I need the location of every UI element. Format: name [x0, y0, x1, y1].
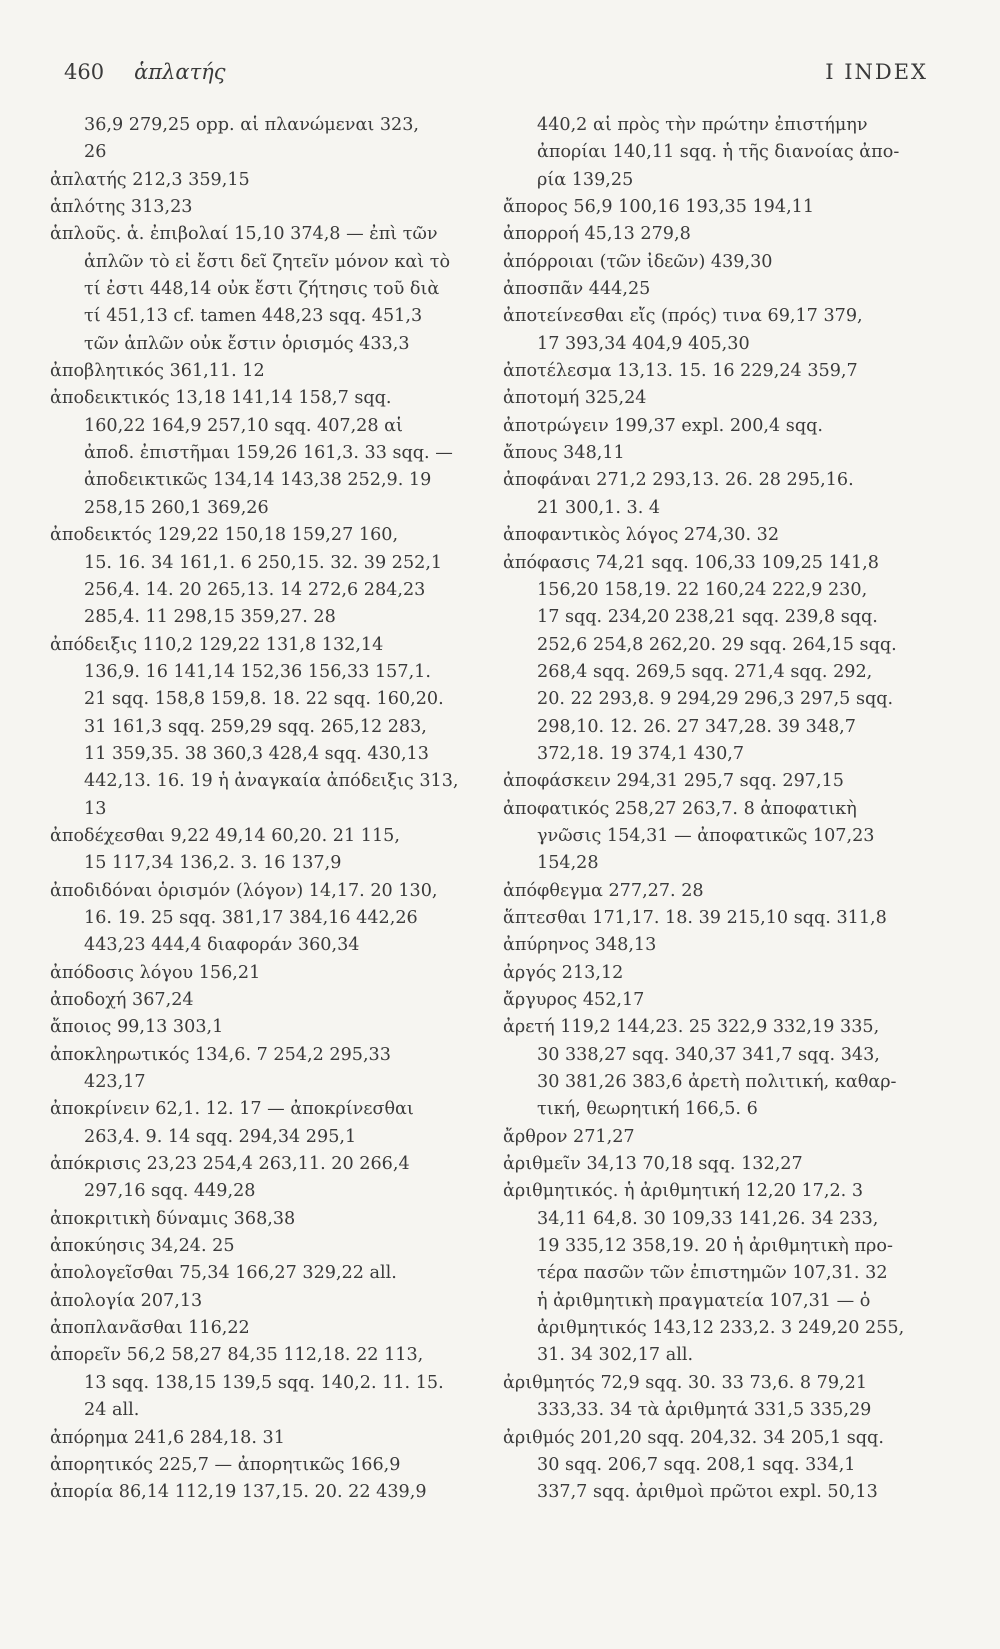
index-entry: ἀποπλανᾶσθαι 116,22: [50, 1318, 250, 1339]
index-entry-continuation: 13 sqq. 138,15 139,5 sqq. 140,2. 11. 15.: [84, 1372, 444, 1393]
index-entry: ἀπορεῖν 56,2 58,27 84,35 112,18. 22 113,: [50, 1345, 424, 1366]
page-header: [64, 60, 928, 96]
index-entry-continuation: 252,6 254,8 262,20. 29 sqq. 264,15 sqq.: [537, 634, 897, 655]
index-entry: ἀπόρροιαι (τῶν ἰδεῶν) 439,30: [503, 251, 773, 272]
left-index-column: [50, 112, 470, 1507]
index-entry-continuation: 268,4 sqq. 269,5 sqq. 271,4 sqq. 292,: [537, 661, 873, 682]
index-entry: ἀπορροή 45,13 279,8: [503, 224, 691, 245]
index-entry-continuation: 20. 22 293,8. 9 294,29 296,3 297,5 sqq.: [537, 689, 894, 710]
index-entry-continuation: 30 381,26 383,6 ἀρετὴ πολιτική, καθαρ-: [537, 1072, 897, 1093]
section-title: I INDEX: [825, 60, 928, 84]
index-entry: ἀποφατικός 258,27 263,7. 8 ἀποφατικὴ: [503, 798, 857, 819]
index-entry-continuation: 258,15 260,1 369,26: [84, 497, 269, 518]
index-entry-continuation: γνῶσις 154,31 — ἀποφατικῶς 107,23: [537, 825, 875, 846]
index-entry-continuation: τική, θεωρητική 166,5. 6: [537, 1099, 758, 1120]
index-entry: ἀποβλητικός 361,11. 12: [50, 361, 265, 382]
index-entry-continuation: ἀριθμητικός 143,12 233,2. 3 249,20 255,: [537, 1318, 905, 1339]
index-entry: ἀριθμός 201,20 sqq. 204,32. 34 205,1 sqq.: [503, 1427, 884, 1448]
index-entry-continuation: 16. 19. 25 sqq. 381,17 384,16 442,26: [84, 907, 418, 928]
index-entry: ἀπόδειξις 110,2 129,22 131,8 132,14: [50, 634, 384, 655]
index-entry-continuation: τί ἐστι 448,14 οὐκ ἔστι ζήτησις τοῦ διὰ: [84, 279, 440, 300]
index-entry-continuation: 34,11 64,8. 30 109,33 141,26. 34 233,: [537, 1208, 879, 1229]
page-number: 460: [64, 60, 105, 84]
index-entry: ἄπορος 56,9 100,16 193,35 194,11: [503, 197, 815, 218]
index-entry: ἀπολογία 207,13: [50, 1290, 203, 1311]
index-entry: ἀποδεικτικός 13,18 141,14 158,7 sqq.: [50, 388, 392, 409]
index-entry-continuation: 15 117,34 136,2. 3. 16 137,9: [84, 853, 342, 874]
index-entry: ἀποδιδόναι ὁρισμόν (λόγον) 14,17. 20 130,: [50, 880, 438, 901]
index-entry: ἀπόφθεγμα 277,27. 28: [503, 880, 704, 901]
index-entry: ἀπόφασις 74,21 sqq. 106,33 109,25 141,8: [503, 552, 879, 573]
index-entry: ἀπλατής 212,3 359,15: [50, 169, 250, 190]
index-entry-continuation: 256,4. 14. 20 265,13. 14 272,6 284,23: [84, 579, 426, 600]
index-entry: ἀπόδοσις λόγου 156,21: [50, 962, 261, 983]
right-index-column: [503, 112, 931, 1507]
index-entry: ἅπτεσθαι 171,17. 18. 39 215,10 sqq. 311,8: [503, 907, 887, 928]
index-entry-continuation: 160,22 164,9 257,10 sqq. 407,28 αἱ: [84, 415, 403, 436]
index-entry-continuation: 154,28: [537, 853, 599, 874]
index-entry: ἀποφάναι 271,2 293,13. 26. 28 295,16.: [503, 470, 854, 491]
index-entry-continuation: 31. 34 302,17 all.: [537, 1345, 694, 1366]
index-entry: ἀργός 213,12: [503, 962, 624, 983]
index-entry: ἀποτρώγειν 199,37 expl. 200,4 sqq.: [503, 415, 823, 436]
index-entry-continuation: ἀπορίαι 140,11 sqq. ἡ τῆς διανοίας ἀπο-: [537, 142, 900, 163]
index-entry: ἀποφαντικὸς λόγος 274,30. 32: [503, 525, 780, 546]
index-entry-continuation: 26: [84, 142, 107, 163]
index-entry-continuation: 30 sqq. 206,7 sqq. 208,1 sqq. 334,1: [537, 1454, 856, 1475]
index-entry: ἀπόρημα 241,6 284,18. 31: [50, 1427, 285, 1448]
index-entry: ἀποκρίνειν 62,1. 12. 17 — ἀποκρίνεσθαι: [50, 1099, 414, 1120]
index-entry-continuation: 333,33. 34 τὰ ἀριθμητά 331,5 335,29: [537, 1400, 872, 1421]
index-entry: ἀποφάσκειν 294,31 295,7 sqq. 297,15: [503, 771, 844, 792]
index-entry-continuation: 11 359,35. 38 360,3 428,4 sqq. 430,13: [84, 743, 429, 764]
index-entry-continuation: 13: [84, 798, 107, 819]
index-entry-continuation: 19 335,12 358,19. 20 ἡ ἀριθμητικὴ προ-: [537, 1236, 893, 1257]
index-entry: ἄπους 348,11: [503, 443, 625, 464]
index-entry: ἀποκληρωτικός 134,6. 7 254,2 295,33: [50, 1044, 391, 1065]
index-entry-continuation: 372,18. 19 374,1 430,7: [537, 743, 745, 764]
index-entry-continuation: 24 all.: [84, 1400, 140, 1421]
index-entry: ἀποτομή 325,24: [503, 388, 647, 409]
index-entry-continuation: 17 393,34 404,9 405,30: [537, 333, 750, 354]
index-entry-continuation: 156,20 158,19. 22 160,24 222,9 230,: [537, 579, 868, 600]
index-entry-continuation: 442,13. 16. 19 ἡ ἀναγκαία ἀπόδειξις 313,: [84, 771, 459, 792]
index-entry-continuation: 297,16 sqq. 449,28: [84, 1181, 256, 1202]
index-entry: ἄποιος 99,13 303,1: [50, 1017, 224, 1038]
index-entry-continuation: ἁπλῶν τὸ εἰ ἔστι δεῖ ζητεῖν μόνον καὶ τὸ: [84, 251, 451, 272]
index-entry-continuation: τῶν ἁπλῶν οὐκ ἔστιν ὁρισμός 433,3: [84, 333, 410, 354]
index-entry-continuation: 21 sqq. 158,8 159,8. 18. 22 sqq. 160,20.: [84, 689, 444, 710]
index-entry-continuation: 31 161,3 sqq. 259,29 sqq. 265,12 283,: [84, 716, 427, 737]
index-entry-continuation: 36,9 279,25 opp. αἱ πλανώμεναι 323,: [84, 115, 420, 135]
index-entry-continuation: 337,7 sqq. ἀριθμοὶ πρῶτοι expl. 50,13: [537, 1482, 878, 1503]
index-entry: ἀριθμητός 72,9 sqq. 30. 33 73,6. 8 79,21: [503, 1372, 868, 1393]
index-entry-continuation: ρία 139,25: [537, 169, 634, 190]
index-entry: ἁπλοῦς. ἁ. ἐπιβολαί 15,10 374,8 — ἐπὶ τῶν: [50, 224, 438, 245]
index-entry: ἀπολογεῖσθαι 75,34 166,27 329,22 all.: [50, 1263, 397, 1284]
running-headword: ἁπλατής: [134, 60, 226, 84]
index-entry-continuation: ἡ ἀριθμητικὴ πραγματεία 107,31 — ὁ: [537, 1290, 871, 1311]
index-entry-continuation: 443,23 444,4 διαφοράν 360,34: [84, 935, 360, 956]
index-entry-continuation: 136,9. 16 141,14 152,36 156,33 157,1.: [84, 661, 431, 682]
index-entry: ἀρετή 119,2 144,23. 25 322,9 332,19 335,: [503, 1017, 880, 1038]
index-entry: ἀποτέλεσμα 13,13. 15. 16 229,24 359,7: [503, 361, 858, 382]
index-entry: ἀποτείνεσθαι εἴς (πρός) τινα 69,17 379,: [503, 306, 863, 327]
index-entry-continuation: 263,4. 9. 14 sqq. 294,34 295,1: [84, 1126, 357, 1147]
index-entry: ἀπορητικός 225,7 — ἀπορητικῶς 166,9: [50, 1454, 401, 1475]
index-entry: ἁπλότης 313,23: [50, 197, 193, 218]
index-entry-continuation: 285,4. 11 298,15 359,27. 28: [84, 607, 336, 628]
index-entry: ἄρθρον 271,27: [503, 1126, 635, 1147]
index-entry: ἀπόκρισις 23,23 254,4 263,11. 20 266,4: [50, 1154, 410, 1175]
index-entry: ἀποσπᾶν 444,25: [503, 279, 651, 300]
index-entry: ἀποδεικτός 129,22 150,18 159,27 160,: [50, 525, 399, 546]
index-entry: ἀποκριτικὴ δύναμις 368,38: [50, 1208, 296, 1229]
index-entry-continuation: 21 300,1. 3. 4: [537, 497, 661, 518]
index-entry-continuation: 17 sqq. 234,20 238,21 sqq. 239,8 sqq.: [537, 607, 878, 628]
index-entry: ἀποδοχή 367,24: [50, 990, 194, 1010]
index-entry-continuation: 298,10. 12. 26. 27 347,28. 39 348,7: [537, 716, 856, 737]
index-entry-continuation: 30 338,27 sqq. 340,37 341,7 sqq. 343,: [537, 1044, 880, 1065]
index-entry: ἀποκύησις 34,24. 25: [50, 1236, 235, 1257]
index-entry: ἀριθμητικός. ἡ ἀριθμητική 12,20 17,2. 3: [503, 1181, 864, 1202]
index-entry-continuation: 423,17: [84, 1072, 146, 1093]
index-entry-continuation: τί 451,13 cf. tamen 448,23 sqq. 451,3: [84, 306, 423, 327]
index-entry-continuation: ἀποδεικτικῶς 134,14 143,38 252,9. 19: [84, 470, 432, 491]
index-entry: ἀπύρηνος 348,13: [503, 935, 657, 956]
index-entry-continuation: 15. 16. 34 161,1. 6 250,15. 32. 39 252,1: [84, 552, 443, 573]
index-entry: ἀριθμεῖν 34,13 70,18 sqq. 132,27: [503, 1154, 803, 1175]
index-entry: ἀπορία 86,14 112,19 137,15. 20. 22 439,9: [50, 1482, 427, 1503]
index-entry-continuation: 440,2 αἱ πρὸς τὴν πρώτην ἐπιστήμην: [537, 115, 868, 135]
index-entry: ἄργυρος 452,17: [503, 990, 645, 1010]
index-entry-continuation: ἀποδ. ἐπιστῆμαι 159,26 161,3. 33 sqq. —: [84, 443, 453, 464]
index-entry-continuation: τέρα πασῶν τῶν ἐπιστημῶν 107,31. 32: [537, 1263, 888, 1284]
index-entry: ἀποδέχεσθαι 9,22 49,14 60,20. 21 115,: [50, 825, 400, 846]
